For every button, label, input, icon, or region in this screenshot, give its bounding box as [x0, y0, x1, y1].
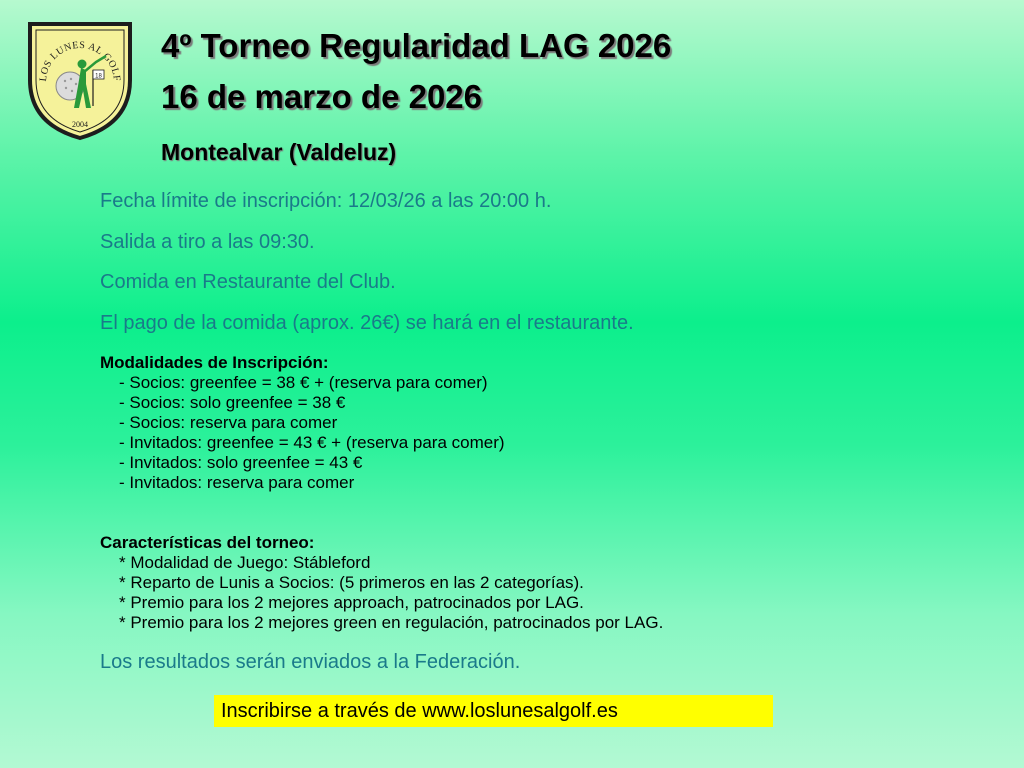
list-item: * Premio para los 2 mejores green en regulación, patrocinados por LAG.: [119, 613, 664, 632]
tournament-date: 16 de marzo de 2026: [161, 78, 483, 115]
lunch-location: Comida en Restaurante del Club.: [100, 271, 396, 293]
flag-number: 18: [95, 73, 102, 80]
registration-options-heading: Modalidades de Inscripción:: [100, 353, 329, 372]
tournament-venue: Montealvar (Valdeluz): [161, 139, 397, 165]
list-item: * Modalidad de Juego: Stábleford: [119, 553, 371, 572]
lunch-payment: El pago de la comida (aprox. 26€) se hará en el restaurante.: [100, 312, 634, 334]
signup-banner[interactable]: Inscribirse a través de www.loslunesalgolf.es: [214, 695, 773, 727]
list-item: * Reparto de Lunis a Socios: (5 primeros en las 2 categorías).: [119, 573, 584, 592]
registration-deadline: Fecha límite de inscripción: 12/03/26 a las 20:00 h.: [100, 190, 552, 212]
list-item: - Invitados: solo greenfee = 43 €: [119, 453, 363, 472]
tournament-features: [100, 533, 663, 633]
tournament-title: 4º Torneo Regularidad LAG 2026: [161, 27, 672, 64]
tee-time: Salida a tiro a las 09:30.: [100, 231, 315, 253]
registration-options: [100, 353, 505, 493]
tournament-features-list: [100, 553, 663, 633]
list-item: * Premio para los 2 mejores approach, patrocinados por LAG.: [119, 593, 584, 612]
list-item: - Socios: solo greenfee = 38 €: [119, 393, 346, 412]
list-item: - Socios: greenfee = 38 € + (reserva para comer): [119, 373, 488, 392]
list-item: - Invitados: greenfee = 43 € + (reserva para comer): [119, 433, 505, 452]
results-note: Los resultados serán enviados a la Federación.: [100, 651, 521, 673]
logo-arc-text: LOS LUNES AL GOLF: [37, 39, 123, 82]
list-item: - Socios: reserva para comer: [119, 413, 338, 432]
logo-year: 2004: [72, 120, 88, 129]
tournament-features-heading: Características del torneo:: [100, 533, 315, 552]
los-lunes-al-golf-logo: [26, 20, 134, 142]
list-item: - Invitados: reserva para comer: [119, 473, 355, 492]
registration-options-list: [100, 373, 505, 493]
